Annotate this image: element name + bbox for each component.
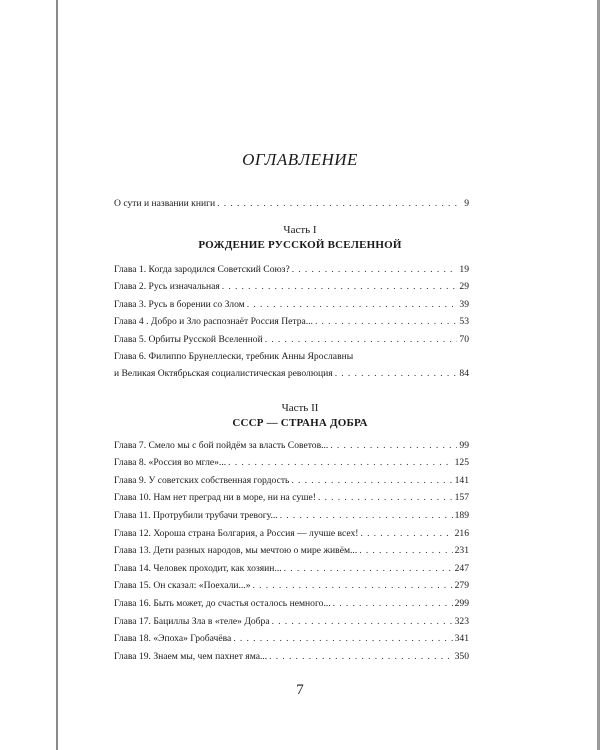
toc-entry-title: Глава 13. Дети разных народов, мы мечтою о мире живём... bbox=[114, 545, 358, 557]
leader-dots bbox=[272, 615, 453, 628]
page-left-edge bbox=[56, 0, 58, 750]
toc-entry-title: Глава 1. Когда зародился Советский Союз? bbox=[114, 263, 290, 275]
toc-entry-title: Глава 18. «Эпоха» Гробачёва bbox=[114, 633, 232, 645]
toc-entry-page: 99 bbox=[459, 439, 469, 451]
toc-row[interactable] bbox=[114, 504, 469, 522]
part-2-heading bbox=[0, 402, 600, 429]
toc-entry-page: 53 bbox=[459, 316, 469, 328]
toc-entry-page: 216 bbox=[454, 527, 469, 539]
toc-entry-page: 19 bbox=[459, 263, 469, 275]
leader-dots bbox=[360, 527, 452, 540]
toc-entry-title: Глава 3. Русь в борении со Злом bbox=[114, 298, 245, 310]
leader-dots bbox=[291, 474, 452, 487]
leader-dots bbox=[217, 197, 462, 210]
toc-row[interactable] bbox=[114, 434, 469, 452]
leader-dots bbox=[280, 509, 453, 522]
page-title: ОГЛАВЛЕНИЕ bbox=[242, 150, 358, 169]
leader-dots bbox=[269, 650, 452, 663]
leader-dots bbox=[330, 439, 457, 452]
leader-dots bbox=[284, 562, 453, 575]
leader-dots bbox=[228, 456, 452, 469]
leader-dots bbox=[315, 315, 457, 328]
toc-entry-page: 29 bbox=[459, 281, 469, 293]
toc-entry-title: Глава 15. Он сказал: «Поехали...» bbox=[114, 580, 251, 592]
toc-row[interactable] bbox=[114, 645, 469, 663]
toc-entry-title: Глава 5. Орбиты Русской Вселенной bbox=[114, 333, 263, 345]
toc-row[interactable] bbox=[114, 293, 469, 311]
toc-entry-page: 231 bbox=[454, 545, 469, 557]
toc-entry-page: 189 bbox=[454, 509, 469, 521]
leader-dots bbox=[233, 632, 452, 645]
toc-row[interactable] bbox=[114, 522, 469, 540]
part-2-title: СССР — СТРАНА ДОБРА bbox=[232, 417, 368, 429]
toc-row[interactable] bbox=[114, 628, 469, 646]
toc-entry-page: 247 bbox=[454, 562, 469, 574]
toc-row[interactable] bbox=[114, 452, 469, 470]
toc-row[interactable] bbox=[114, 328, 469, 346]
toc-row[interactable] bbox=[114, 557, 469, 575]
toc-part-2 bbox=[114, 434, 469, 663]
toc-entry-title: Глава 7. Смело мы с бой пойдём за власть Советов... bbox=[114, 439, 329, 451]
toc-entry-title: О сути и названии книги bbox=[114, 197, 216, 209]
leader-dots bbox=[333, 597, 453, 610]
toc-row[interactable] bbox=[114, 469, 469, 487]
toc-entry-title: Глава 11. Протрубили трубачи тревогу... bbox=[114, 509, 278, 521]
toc-row[interactable] bbox=[114, 610, 469, 628]
toc-entry-page: 341 bbox=[454, 633, 469, 645]
toc-row[interactable] bbox=[114, 192, 469, 210]
toc-entry-page: 125 bbox=[454, 457, 469, 469]
toc-entry-title: Глава 17. Бациллы Зла в «теле» Добра bbox=[114, 615, 270, 627]
toc-entry-page: 350 bbox=[454, 650, 469, 662]
toc-entry-title: Глава 9. У советских собственная гордость bbox=[114, 474, 290, 486]
leader-dots bbox=[265, 333, 458, 346]
page-number: 7 bbox=[296, 682, 304, 698]
leader-dots bbox=[359, 544, 452, 557]
toc-entry-page: 70 bbox=[459, 333, 469, 345]
toc-entry-title: Глава 16. Быть может, до счастья осталось немного... bbox=[114, 597, 331, 609]
leader-dots bbox=[222, 280, 458, 293]
toc-entry-page: 39 bbox=[459, 298, 469, 310]
toc-entry-page: 157 bbox=[454, 492, 469, 504]
toc-entry-page: 323 bbox=[454, 615, 469, 627]
leader-dots bbox=[253, 579, 453, 592]
toc-entry-page: 84 bbox=[459, 367, 469, 379]
toc-entry-title-line-1: Глава 6. Филиппо Брунеллески, требник Анны Ярославны bbox=[114, 350, 354, 362]
toc-row[interactable] bbox=[114, 346, 469, 380]
part-1-title: РОЖДЕНИЕ РУССКОЙ ВСЕЛЕННОЙ bbox=[198, 239, 402, 251]
toc-entry-page: 9 bbox=[464, 197, 469, 209]
toc-row[interactable] bbox=[114, 540, 469, 558]
toc-entry-title: Глава 4 . Добро и Зло распознаёт Россия Петра... bbox=[114, 316, 313, 328]
toc-entry-title: Глава 2. Русь изначальная bbox=[114, 281, 220, 293]
toc-row[interactable] bbox=[114, 592, 469, 610]
leader-dots bbox=[247, 298, 458, 311]
leader-dots bbox=[335, 367, 458, 380]
leader-dots bbox=[292, 263, 458, 276]
toc-row[interactable] bbox=[114, 276, 469, 294]
leader-dots bbox=[318, 491, 453, 504]
toc-entry-title: Глава 19. Знаем мы, чем пахнет яма... bbox=[114, 650, 268, 662]
part-2-label: Часть II bbox=[281, 402, 319, 414]
part-1-heading bbox=[0, 224, 600, 251]
toc-entry-line-2 bbox=[114, 365, 469, 380]
part-1-label: Часть I bbox=[283, 224, 317, 236]
toc-row[interactable] bbox=[114, 487, 469, 505]
toc-entry-title: Глава 14. Человек проходит, как хозяин... bbox=[114, 562, 282, 574]
toc-entry-page: 299 bbox=[454, 597, 469, 609]
toc-intro bbox=[114, 192, 469, 210]
toc-entry-title: Глава 10. Нам нет преград ни в море, ни на суше! bbox=[114, 492, 316, 504]
toc-entry-title: Глава 12. Хороша страна Болгария, а Россия — лучше всех! bbox=[114, 527, 359, 539]
toc-row[interactable] bbox=[114, 311, 469, 329]
toc-row[interactable] bbox=[114, 575, 469, 593]
toc-entry-page: 279 bbox=[454, 580, 469, 592]
toc-row[interactable] bbox=[114, 258, 469, 276]
toc-entry-title: Глава 8. «Россия во мгле»... bbox=[114, 457, 227, 469]
toc-entry-title-line-2: и Великая Октябрьская социалистическая революция bbox=[114, 367, 333, 379]
toc-part-1 bbox=[114, 258, 469, 380]
toc-entry-page: 141 bbox=[454, 474, 469, 486]
